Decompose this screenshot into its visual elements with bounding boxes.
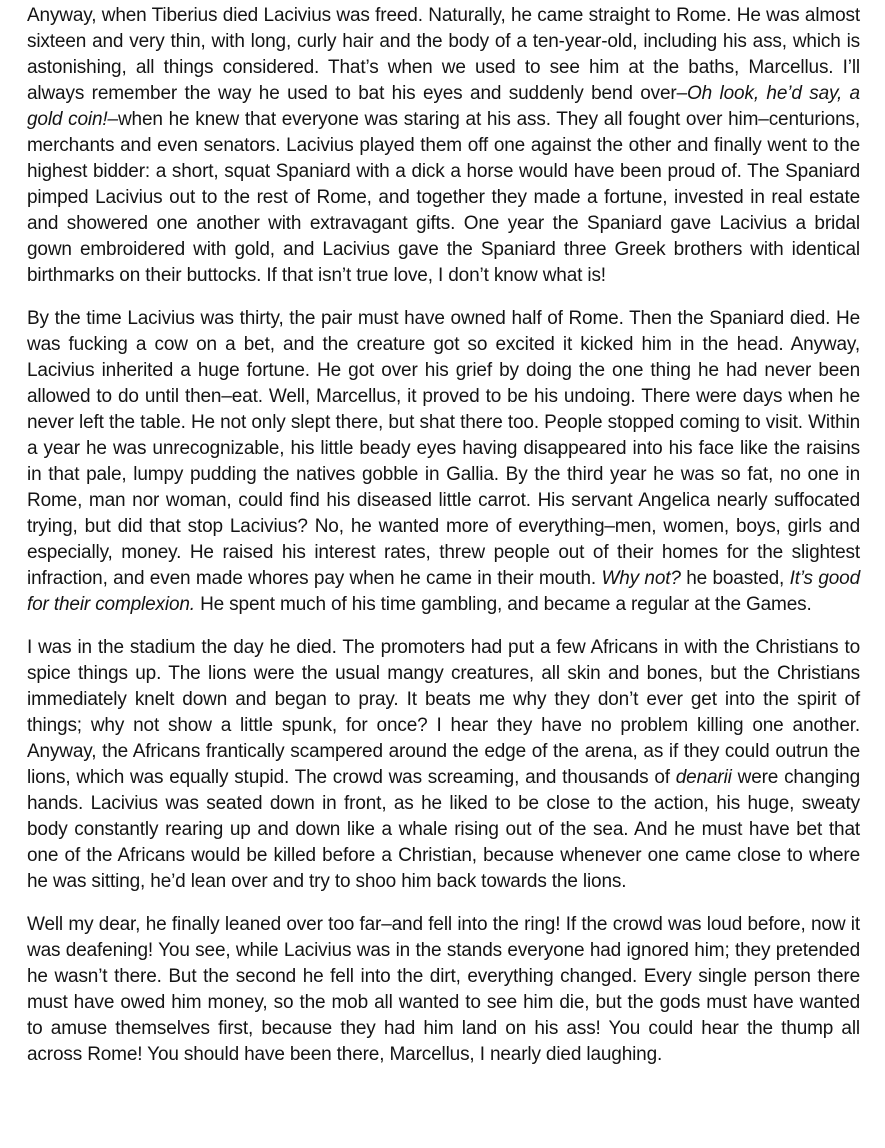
italic-text-run: It’s good for their complexion. [27,568,860,615]
text-run: He spent much of his time gambling, and became a regular at the Games. [194,594,812,615]
italic-text-run: Why not? [601,568,687,589]
text-run: I was in the stadium the day he died. The promoters had put a few Africans in with the Christians to spice things up. The lions were the usual mangy creatures, all skin and bones, but the Christians immediately knelt down and began to pray. It beats me why they don’t ever get into the spirit of things; why not show a little spunk, for once? I hear they have no problem killing one another. Anyway, the Africans frantically scampered around the edge of the arena, as if they could outrun the lions, which was equally stupid. The crowd was screaming, and thousands of [27,637,860,788]
text-run: By the time Lacivius was thirty, the pair must have owned half of Rome. Then the Spaniard died. He was fucking a cow on a bet, and the creature got so excited it kicked him in the head. Anyway, Lacivius inherited a huge fortune. He got over his grief by doing the one thing he had never been allowed to do until then–eat. Well, Marcellus, it proved to be his undoing. There were days when he never left the table. He not only slept there, but shat there too. People stopped coming to visit. Within a year he was unrecognizable, his little beady eyes having disappeared into his face like the raisins in that pale, lumpy pudding the natives gobble in Gallia. By the third year he was so fat, no one in Rome, man nor woman, could find his diseased little carrot. His servant Angelica nearly suffocated trying, but did that stop Lacivius? No, he wanted more of everything–men, women, boys, girls and especially, money. He raised his interest rates, threw people out of their homes for the slightest infraction, and even made whores pay when he came in their mouth. [27,308,860,589]
text-run: he boasted, [686,568,790,589]
italic-text-run: Oh look, he’d say, a gold coin!– [27,83,860,130]
italic-text-run: denarii [675,767,732,788]
paragraph [27,912,860,1068]
paragraph [27,635,860,895]
text-run: Well my dear, he finally leaned over too far–and fell into the ring! If the crowd was loud before, now it was deafening! You see, while Lacivius was in the stands everyone had ignored him; they pretended he wasn’t there. But the second he fell into the dirt, everything changed. Every single person there must have owed him money, so the mob all wanted to see him die, but the gods must have wanted to amuse themselves first, because they had him land on his ass! You could hear the thump all across Rome! You should have been there, Marcellus, I nearly died laughing. [27,914,860,1065]
text-run: Anyway, when Tiberius died Lacivius was freed. Naturally, he came straight to Rome. He was almost sixteen and very thin, with long, curly hair and the body of a ten-year-old, including his ass, which is astonishing, all things considered. That’s when we used to see him at the baths, Marcellus. I’ll always remember the way he used to bat his eyes and suddenly bend over– [27,5,860,104]
text-run: were changing hands. Lacivius was seated down in front, as he liked to be close to the action, his huge, sweaty body constantly rearing up and down like a whale rising out of the sea. And he must have bet that one of the Africans would be killed before a Christian, because whenever one came close to where he was sitting, he’d lean over and try to shoo him back towards the lions. [27,767,860,892]
paragraph [27,306,860,618]
document-text [27,3,860,1068]
text-run: when he knew that everyone was staring at his ass. They all fought over him–centurions, merchants and even senators. Lacivius played them off one against the other and finally went to the highest bidder: a short, squat Spaniard with a dick a horse would have been proud of. The Spaniard pimped Lacivius out to the rest of Rome, and together they made a fortune, invested in real estate and showered one another with extravagant gifts. One year the Spaniard gave Lacivius a bridal gown embroidered with gold, and Lacivius gave the Spaniard three Greek brothers with identical birthmarks on their buttocks. If that isn’t true love, I don’t know what is! [27,109,860,286]
paragraph [27,3,860,289]
